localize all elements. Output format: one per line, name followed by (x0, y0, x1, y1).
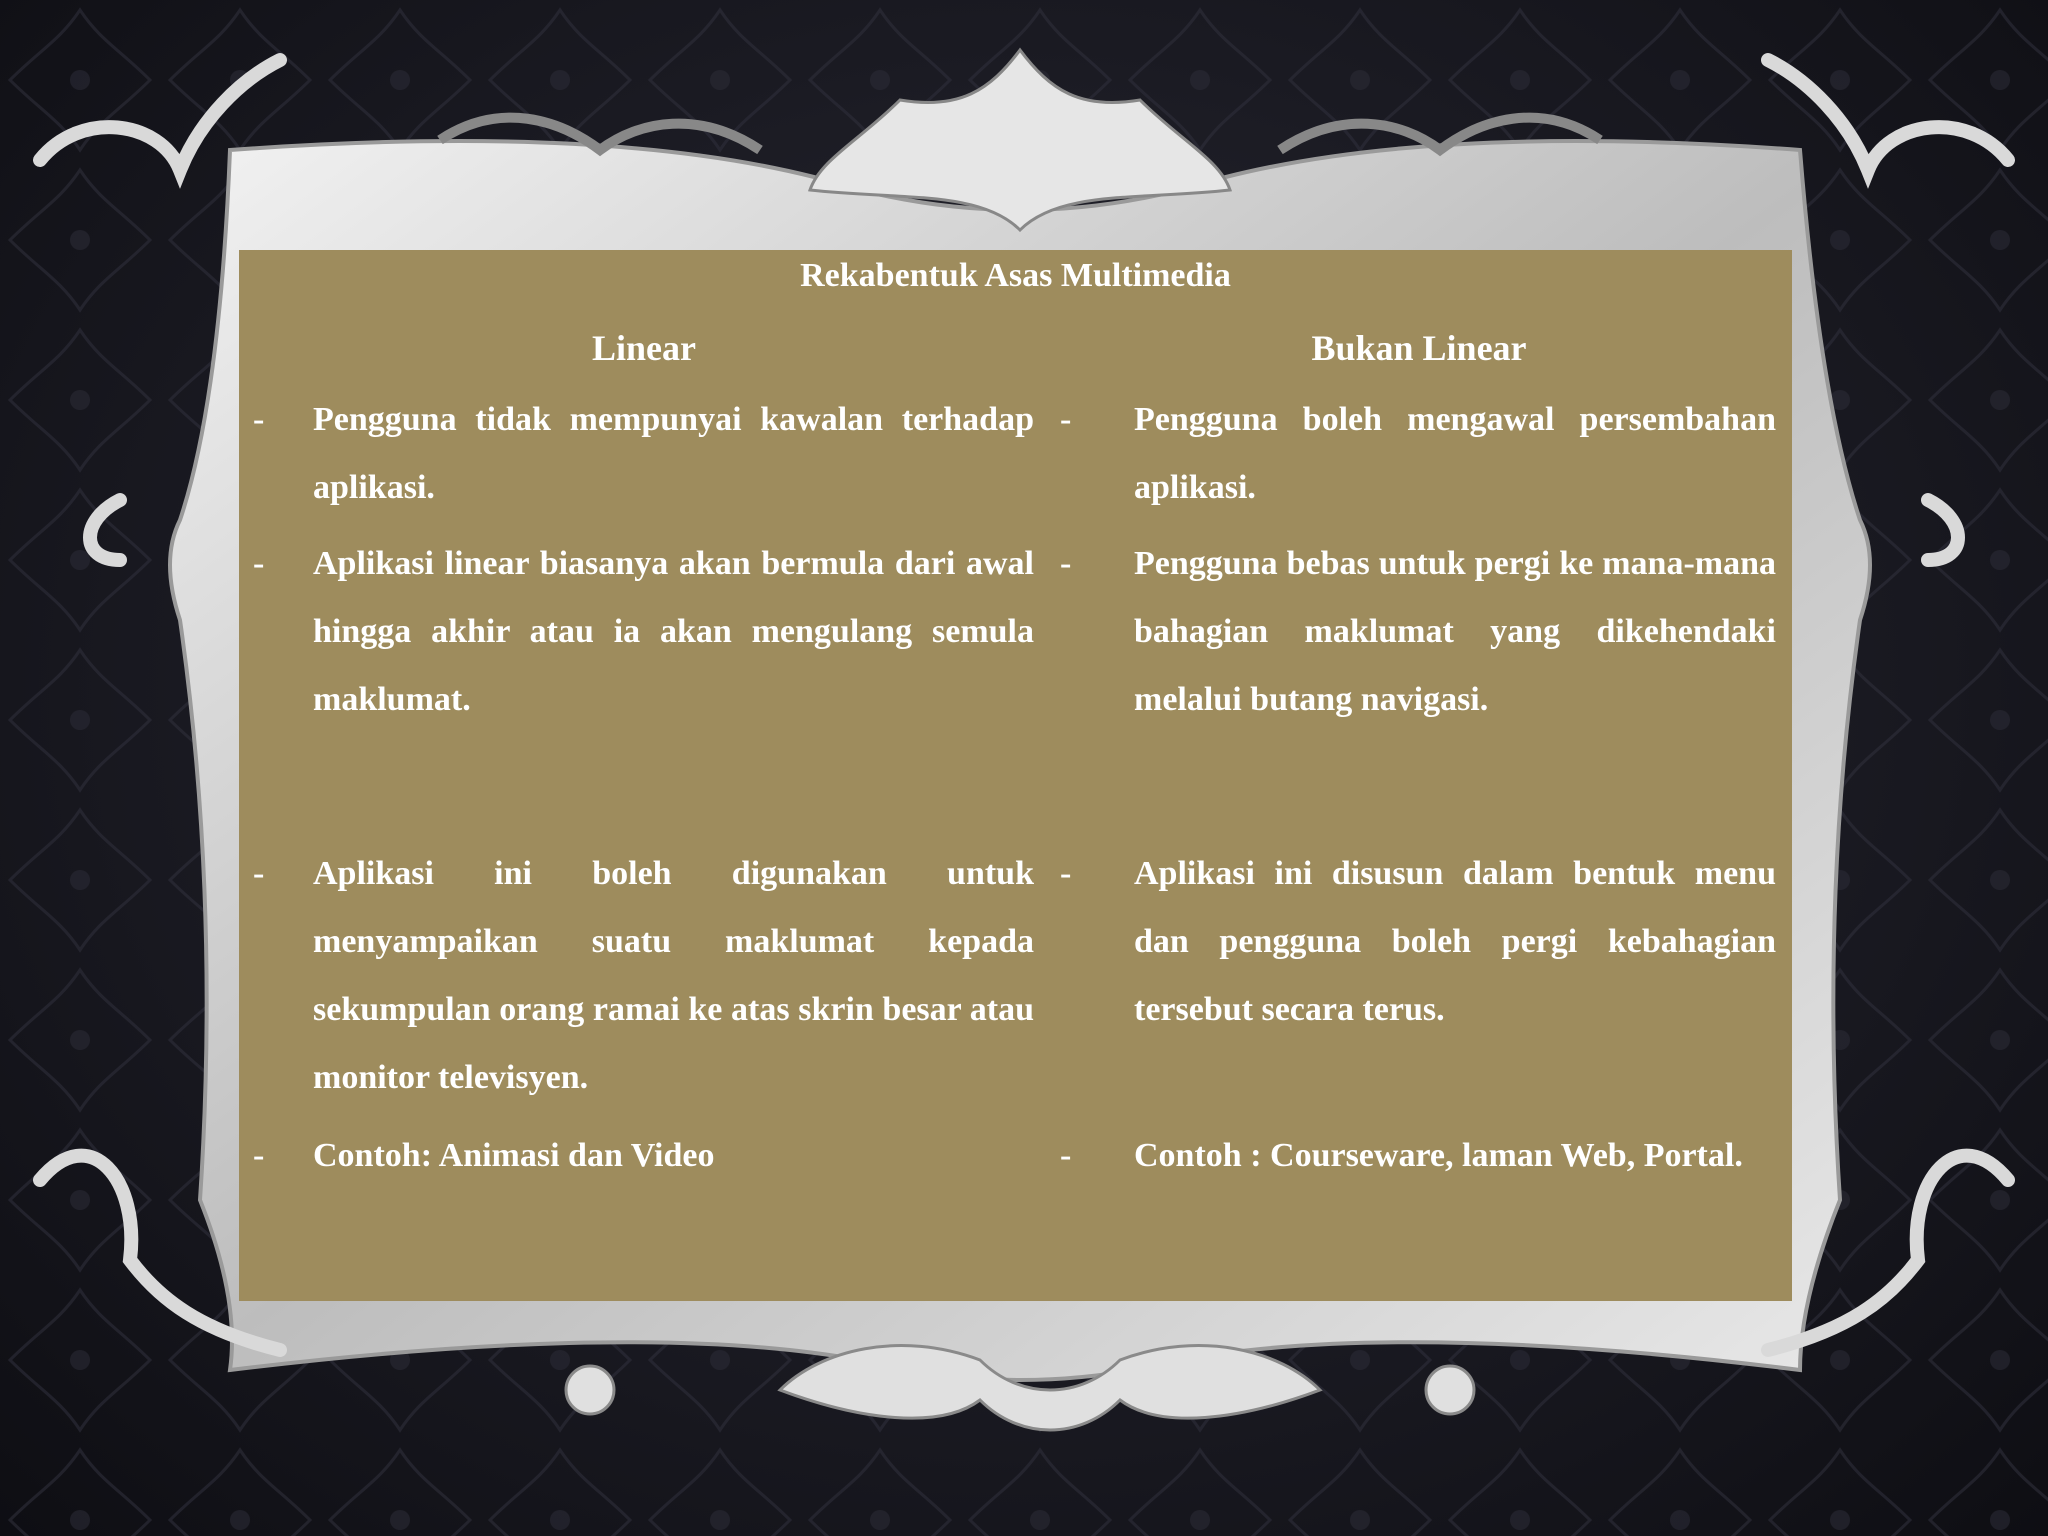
linear-item-text: Contoh: Animasi dan Video (313, 1137, 715, 1174)
bullet-dash: - (1060, 855, 1072, 892)
bukan-linear-item-text: Aplikasi ini disusun dalam bentuk menu dan pengguna boleh pergi kebahagian tersebut secara terus. (1134, 855, 1776, 1028)
list-item (239, 840, 1034, 1112)
list-item (1046, 386, 1776, 522)
bullet-dash: - (253, 1137, 265, 1174)
slide-title: Rekabentuk Asas Multimedia (800, 257, 1231, 294)
linear-item-text: Aplikasi ini boleh digunakan untuk menyampaikan suatu maklumat kepada sekumpulan orang ramai ke atas skrin besar atau monitor televisyen. (313, 855, 1034, 1096)
bullet-dash: - (1060, 401, 1072, 438)
bukan-linear-item-text: Contoh : Courseware, laman Web, Portal. (1134, 1137, 1743, 1174)
bullet-dash: - (253, 855, 265, 892)
list-item (1046, 1122, 1776, 1190)
list-item (239, 386, 1034, 522)
bullet-dash: - (1060, 545, 1072, 582)
column-heading-bukan-linear: Bukan Linear (1311, 328, 1527, 368)
bullet-dash: - (253, 545, 265, 582)
bullet-dash: - (1060, 1137, 1072, 1174)
list-item (239, 1122, 1034, 1190)
column-heading-linear: Linear (592, 328, 696, 368)
list-item (1046, 530, 1776, 734)
bukan-linear-item-text: Pengguna boleh mengawal persembahan aplikasi. (1134, 401, 1776, 506)
linear-item-text: Aplikasi linear biasanya akan bermula dari awal hingga akhir atau ia akan mengulang semula maklumat. (313, 545, 1034, 718)
bukan-linear-item-text: Pengguna bebas untuk pergi ke mana-mana bahagian maklumat yang dikehendaki melalui butang navigasi. (1134, 545, 1776, 718)
linear-item-text: Pengguna tidak mempunyai kawalan terhadap aplikasi. (313, 401, 1034, 506)
list-item (1046, 840, 1776, 1044)
list-item (239, 530, 1034, 734)
content-box (239, 250, 1792, 1301)
bullet-dash: - (253, 401, 265, 438)
